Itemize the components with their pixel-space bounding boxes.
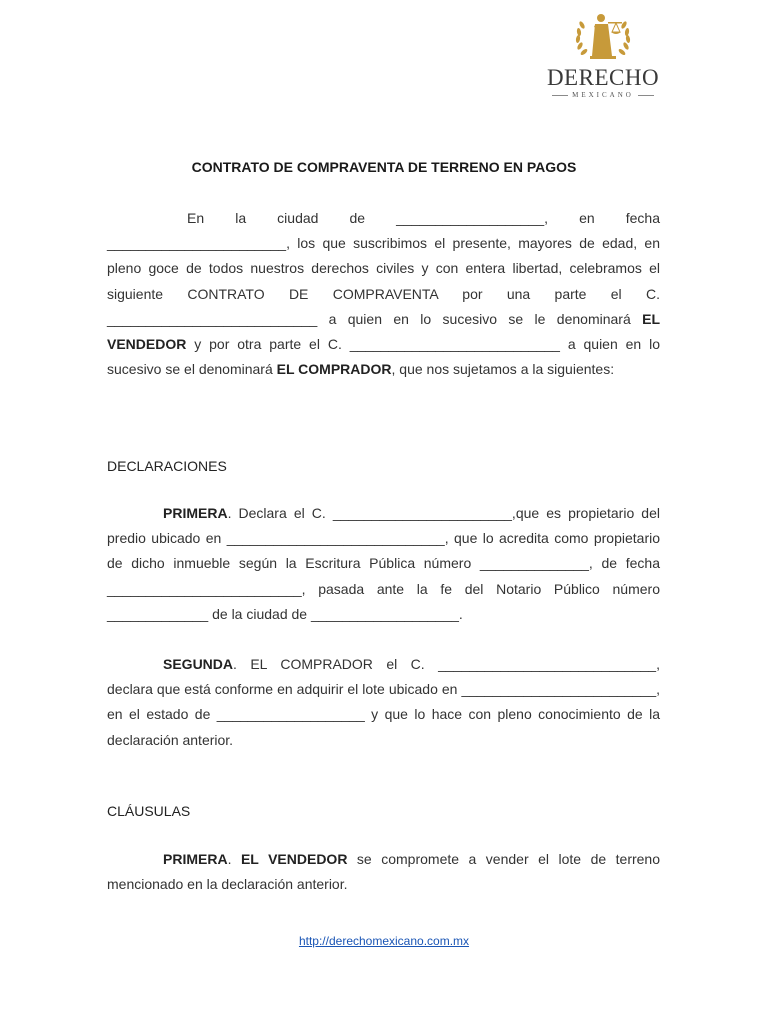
brand-logo <box>528 8 678 104</box>
footer-website-link[interactable]: http://derechomexicano.com.mx <box>298 934 470 948</box>
declaracion-segunda: SEGUNDA. EL COMPRADOR el C. ____________________________, declara que está conforme en adquirir el lote ubicado en _________________________, en el estado de ___________________ y que lo hace con pleno conocimiento de la declaración anterior. <box>107 656 660 748</box>
declaraciones-heading: DECLARACIONES <box>107 458 227 474</box>
intro-paragraph: En la ciudad de ___________________, en fecha _______________________, los que suscribimos el presente, mayores de edad, en pleno goce de todos nuestros derechos civiles y con entera libertad, celebramos el siguiente CONTRATO DE COMPRAVENTA por una parte el C. ___________________________ a quien en lo sucesivo se le denominará EL VENDEDOR y por otra parte el C. ___________________________ a quien en lo sucesivo se el denominará EL COMPRADOR, que nos sujetamos a la siguientes: <box>107 210 660 378</box>
document-title: CONTRATO DE COMPRAVENTA DE TERRENO EN PAGOS <box>191 159 577 175</box>
declaracion-primera: PRIMERA. Declara el C. _______________________,que es propietario del predio ubicado en ____________________________, que lo acredita como propietario de dicho inmueble según la Escritura Pública número ______________, de fecha _________________________, pasada ante la fe del Notario Público número _____________ de la ciudad de ___________________. <box>107 505 660 622</box>
clausulas-heading: CLÁUSULAS <box>107 803 191 819</box>
justice-emblem-icon <box>568 8 638 64</box>
clausula-primera: PRIMERA. EL VENDEDOR se compromete a vender el lote de terreno mencionado en la declaración anterior. <box>107 851 661 893</box>
logo-wordmark: DERECHO <box>546 65 660 90</box>
logo-subtitle: MEXICANO <box>528 90 678 100</box>
